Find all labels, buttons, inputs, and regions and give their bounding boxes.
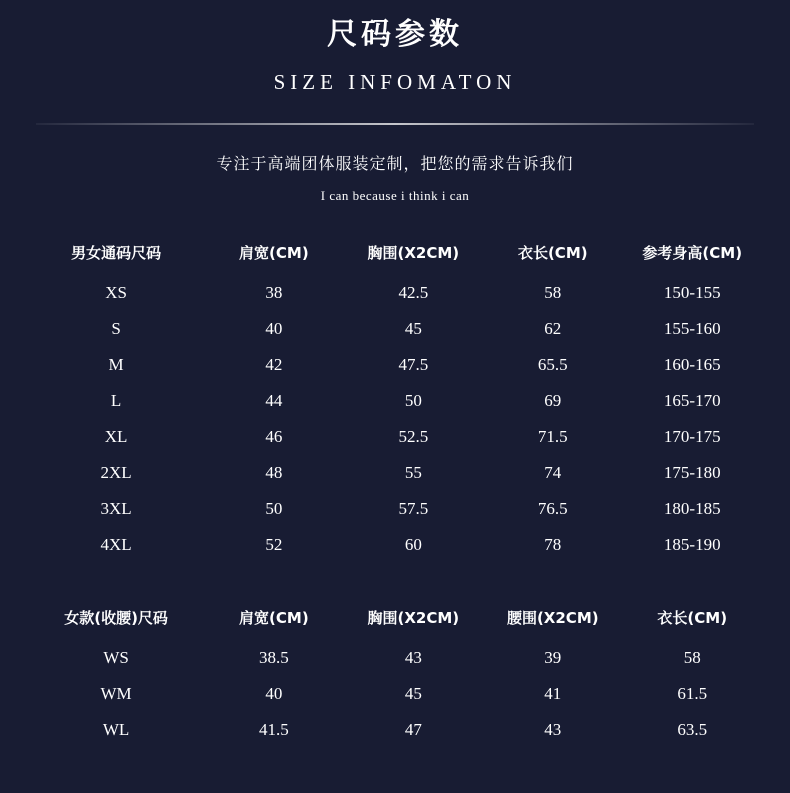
- table-row: [28, 383, 762, 419]
- table-row: [28, 347, 762, 383]
- unisex-table-head: [28, 234, 762, 275]
- cell-height: 185-190: [663, 535, 721, 554]
- cell-size: 4XL: [100, 535, 132, 554]
- table-row: [28, 419, 762, 455]
- cell-length: 63.5: [677, 720, 708, 739]
- cell-bust: 57.5: [398, 499, 429, 518]
- cell-shoulder: 48: [265, 463, 283, 482]
- cell-bust: 42.5: [398, 283, 429, 302]
- cell-size: WM: [100, 684, 132, 703]
- cell-bust: 52.5: [398, 427, 429, 446]
- table-row: [28, 712, 762, 748]
- cell-size: L: [110, 391, 122, 410]
- cell-bust: 47: [404, 720, 422, 739]
- cell-size: XL: [104, 427, 128, 446]
- slogan-english: I can because i think i can: [320, 188, 470, 203]
- cell-length: 58: [683, 648, 701, 667]
- column-header-bust: 胸围(X2CM): [367, 244, 460, 262]
- cell-shoulder: 38: [265, 283, 283, 302]
- cell-length: 74: [544, 463, 562, 482]
- cell-length: 61.5: [677, 684, 708, 703]
- cell-bust: 45: [404, 319, 422, 338]
- women-size-table-block: [0, 599, 790, 748]
- cell-shoulder: 40: [265, 319, 283, 338]
- table-row: [28, 491, 762, 527]
- page-title: 尺码参数: [327, 17, 463, 52]
- cell-height: 165-170: [663, 391, 721, 410]
- cell-shoulder: 50: [265, 499, 283, 518]
- slogan-chinese: 专注于高端团体服装定制，把您的需求告诉我们: [216, 154, 574, 173]
- women-table-body: [28, 640, 762, 748]
- cell-waist: 39: [544, 648, 562, 667]
- cell-length: 69: [544, 391, 562, 410]
- page-header: [0, 0, 790, 95]
- table-header-row: [28, 599, 762, 640]
- column-header-size: 男女通码尺码: [71, 244, 162, 262]
- table-row: [28, 676, 762, 712]
- divider-wrap: [0, 123, 790, 125]
- cell-bust: 43: [404, 648, 422, 667]
- women-size-table: [28, 599, 762, 748]
- cell-length: 65.5: [537, 355, 568, 374]
- column-header-height: 参考身高(CM): [642, 244, 743, 262]
- cell-bust: 47.5: [398, 355, 429, 374]
- table-row: [28, 640, 762, 676]
- column-header-length: 衣长(CM): [657, 609, 728, 627]
- cell-length: 71.5: [537, 427, 568, 446]
- column-header-shoulder: 肩宽(CM): [239, 244, 309, 262]
- cell-length: 76.5: [537, 499, 568, 518]
- page-subtitle: SIZE INFOMATON: [273, 70, 517, 94]
- column-header-size: 女款(收腰)尺码: [64, 609, 168, 627]
- cell-shoulder: 42: [265, 355, 283, 374]
- table-header-row: [28, 234, 762, 275]
- horizontal-divider: [36, 123, 754, 125]
- cell-bust: 45: [404, 684, 422, 703]
- cell-size: XS: [105, 283, 127, 302]
- cell-waist: 41: [544, 684, 562, 703]
- cell-bust: 55: [404, 463, 422, 482]
- cell-size: S: [111, 319, 121, 338]
- unisex-size-table-block: [0, 234, 790, 563]
- cell-height: 155-160: [663, 319, 721, 338]
- cell-height: 170-175: [663, 427, 721, 446]
- cell-bust: 50: [404, 391, 422, 410]
- cell-length: 62: [544, 319, 562, 338]
- cell-height: 180-185: [663, 499, 721, 518]
- cell-shoulder: 46: [265, 427, 283, 446]
- cell-shoulder: 44: [265, 391, 283, 410]
- table-row: [28, 275, 762, 311]
- column-header-shoulder: 肩宽(CM): [239, 609, 309, 627]
- column-header-bust: 胸围(X2CM): [367, 609, 460, 627]
- column-header-waist: 腰围(X2CM): [506, 609, 599, 627]
- cell-shoulder: 38.5: [259, 648, 289, 667]
- cell-bust: 60: [404, 535, 422, 554]
- women-table-head: [28, 599, 762, 640]
- cell-shoulder: 52: [265, 535, 283, 554]
- cell-shoulder: 40: [265, 684, 283, 703]
- unisex-size-table: [28, 234, 762, 563]
- cell-size: 2XL: [100, 463, 132, 482]
- column-header-length: 衣长(CM): [517, 244, 588, 262]
- cell-size: WL: [102, 720, 130, 739]
- cell-height: 150-155: [663, 283, 721, 302]
- table-row: [28, 455, 762, 491]
- cell-height: 175-180: [663, 463, 721, 482]
- cell-size: M: [108, 355, 124, 374]
- cell-height: 160-165: [663, 355, 721, 374]
- table-row: [28, 311, 762, 347]
- cell-length: 78: [544, 535, 562, 554]
- cell-size: WS: [103, 648, 129, 667]
- cell-waist: 43: [544, 720, 562, 739]
- table-row: [28, 527, 762, 563]
- cell-size: 3XL: [100, 499, 132, 518]
- unisex-table-body: [28, 275, 762, 563]
- cell-shoulder: 41.5: [259, 720, 289, 739]
- cell-length: 58: [544, 283, 562, 302]
